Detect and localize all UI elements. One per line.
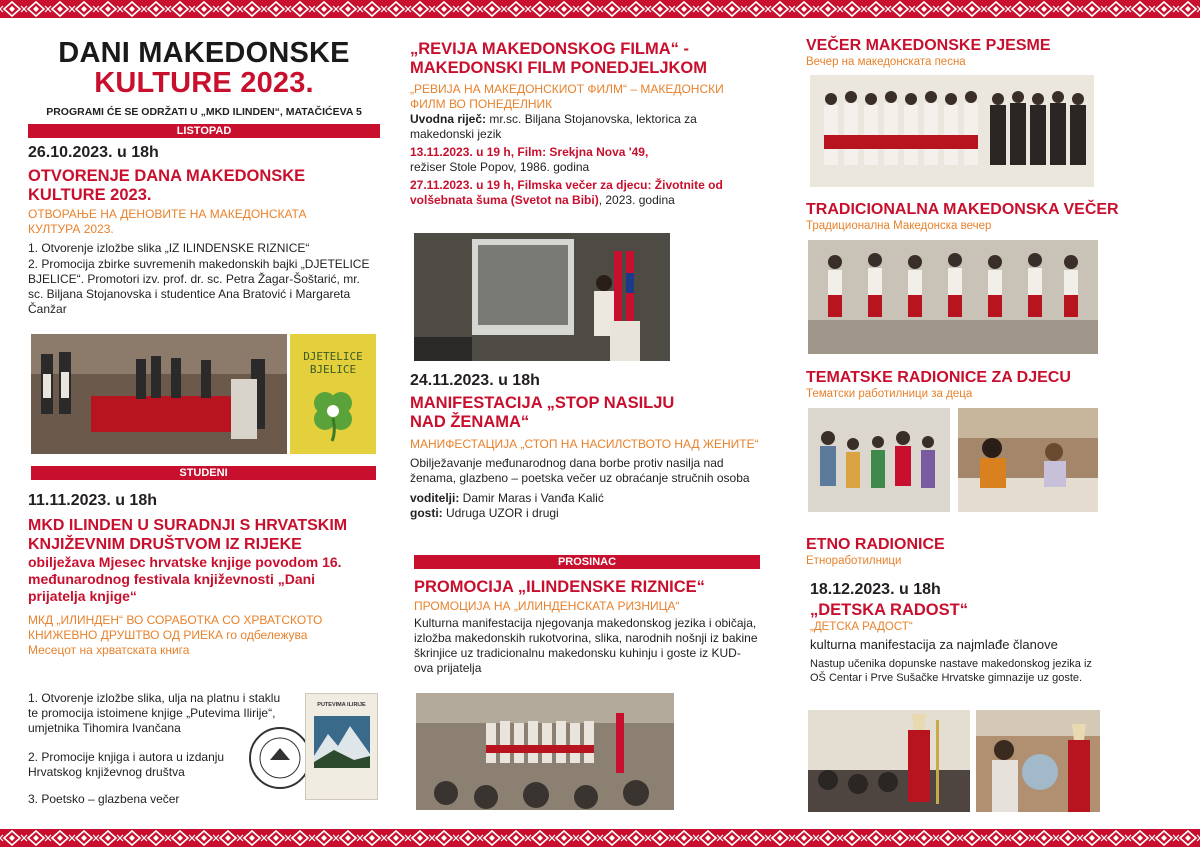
event5-subtitle: ПРОМОЦИЈА НА „ИЛИНДЕНСКАТА РИЗНИЦА“ — [414, 599, 680, 613]
event4-title: MANIFESTACIJA „STOP NASILJU NAD ŽENAMA“ — [410, 394, 675, 431]
children-workshop-photo-1 — [808, 408, 950, 512]
event3-screening1-details: režiser Stole Popov, 1986. godina — [410, 160, 590, 174]
main-title — [28, 38, 380, 98]
event4-guests-label: gosti: — [410, 506, 443, 520]
djetelice-book-title2: BJELICE — [309, 363, 357, 376]
film-screening-photo — [414, 233, 670, 361]
putevima-book-title: PUTEVIMA ILIRIJE — [317, 702, 366, 708]
event2-item2: 2. Promocije knjiga i autora u izdanju Hrvatskog književnog društva — [28, 750, 225, 779]
section-children-workshops-subtitle: Тематски работилници за деца — [806, 388, 973, 400]
event2-subtitle: МКД „ИЛИНДЕН“ ВО СОРАБОТКА СО ХРВАТСКОТО КНИЖЕВНО ДРУШТВО ОД РИЕКА го одбележува Месецот на хрватската книга — [28, 613, 323, 657]
event2-date: 11.11.2023. u 18h — [28, 492, 157, 509]
opening-ceremony-photo — [31, 334, 287, 454]
event1-item1: 1. Otvorenje izložbe slika „IZ ILINDENSKE RIZNICE“ — [28, 241, 310, 255]
section-song-evening-title: VEČER MAKEDONSKE PJESME — [806, 37, 1051, 54]
event3-screening1-title: 13.11.2023. u 19 h, Film: Srekjna Nova '49, — [410, 145, 649, 159]
children-workshop-photo-2 — [958, 408, 1098, 512]
djetelice-book-title1: DJETELICE — [303, 350, 363, 363]
event4-guests — [410, 506, 770, 521]
event4-guests-value: Udruga UZOR i drugi — [442, 506, 559, 520]
event4-hosts-value: Damir Maras i Vanđa Kalić — [459, 491, 604, 505]
main-title-line2: KULTURE 2023. — [94, 67, 314, 99]
section-children-workshops-title: TEMATSKE RADIONICE ZA DJECU — [806, 369, 1071, 386]
event6-date: 18.12.2023. u 18h — [810, 581, 941, 598]
event6-body: Nastup učenika dopunske nastave makedonskog jezika iz OŠ Centar i Prve Sušačke Hrvatske gimnazije uz goste. — [810, 658, 1092, 684]
left-column — [28, 26, 380, 821]
month-bar-october: LISTOPAD — [28, 124, 380, 138]
children-joy-photo-1 — [808, 710, 970, 812]
putevima-ilirije-book-cover — [305, 693, 378, 800]
event1-date: 26.10.2023. u 18h — [28, 144, 159, 161]
event1-subtitle: ОТВОРАЊЕ НА ДЕНОВИТЕ НА МАКЕДОНСКАТА КУЛТУРА 2023. — [28, 207, 307, 236]
event5-title: PROMOCIJA „ILINDENSKE RIZNICE“ — [414, 578, 705, 596]
month-bar-november: STUDENI — [31, 466, 376, 480]
event4-body: Obilježavanje međunarodnog dana borbe protiv nasilja nad ženama, glazbeno – poetska večer uz obraćanje stručnih osoba — [410, 456, 750, 485]
event2-item1: 1. Otvorenje izložbe slika, ulja na platnu i staklu te promocija istoimene knjige „Putevima Ilirije“, umjetnika Tihomira Ivančana — [28, 691, 281, 735]
event4-subtitle: МАНИФЕСТАЦИЈА „СТОП НА НАСИЛСТВОТО НАД ЖЕНИТЕ“ — [410, 437, 759, 451]
event6-subtitle: „ДЕТСКА РАДОСТ“ — [810, 621, 913, 633]
folk-dance-photo — [808, 240, 1098, 354]
mountain-painting-icon — [314, 716, 370, 768]
event3-screening2 — [410, 178, 755, 208]
event3-intro — [410, 112, 750, 142]
bottom-folk-border — [0, 829, 1200, 847]
section-song-evening-subtitle: Вечер на македонската песна — [806, 56, 966, 68]
section-traditional-evening-title: TRADICIONALNA MAKEDONSKA VEČER — [806, 201, 1119, 218]
event4-hosts-label: voditelji: — [410, 491, 460, 505]
event5-body: Kulturna manifestacija njegovanja makedonskog jezika i običaja, izložba makedonskih rukotvorina, slika, narodnih nošnji iz bakine škrinjice uz tradicionalnu makedonsku kuhinju i goste iz KUD-ova prijatelja — [414, 616, 758, 675]
event3-subtitle: „РЕВИЈА НА МАКЕДОНСКИОТ ФИЛМ“ – МАКЕДОНСКИ ФИЛМ ВО ПОНЕДЕЛНИК — [410, 82, 724, 111]
event3-screening2-title: 27.11.2023. u 19 h, Filmska večer za djecu: Životnite od volšebnata šuma (Svetot na Bibi) — [410, 178, 723, 207]
section-ethno-workshops-title: ETNO RADIONICE — [806, 536, 945, 553]
top-folk-border — [0, 0, 1200, 18]
section-ethno-workshops-subtitle: Етноработилници — [806, 555, 902, 567]
choir-photo — [416, 693, 674, 810]
djetelice-book-cover — [290, 334, 376, 454]
children-joy-photo-2 — [976, 710, 1100, 812]
event3-screening2-details: , 2023. godina — [598, 193, 675, 207]
event1-item2: 2. Promocija zbirke suvremenih makedonskih bajki „DJETELICE BJELICE“. Promotori izv. prof. dr. sc. Petra Žagar-Šoštarić, mr. sc. Biljana Stojanovska i studentice Ana Bratović i Margareta Čanžar — [28, 257, 370, 316]
event2-item3: 3. Poetsko – glazbena večer — [28, 792, 180, 806]
song-evening-photo — [810, 75, 1094, 187]
event1-title: OTVORENJE DANA MAKEDONSKE KULTURE 2023. — [28, 167, 306, 204]
section-traditional-evening-subtitle: Традиционална Македонска вечер — [806, 220, 992, 232]
event2-intro: obilježava Mjesec hrvatske knjige povodom 16. međunarodnog festivala književnosti „Dani prijatelja knjige“ — [28, 554, 342, 604]
seal-stamp-icon — [248, 726, 312, 790]
middle-column — [410, 26, 770, 821]
event6-title: „DETSKA RADOST“ — [810, 601, 968, 619]
event4-date: 24.11.2023. u 18h — [410, 372, 540, 389]
clover-icon — [308, 386, 358, 442]
month-bar-december: PROSINAC — [414, 555, 760, 569]
venue-note: PROGRAMI ĆE SE ODRŽATI U „MKD ILINDEN“, MATAČIĆEVA 5 — [46, 106, 362, 118]
event6-tagline: kulturna manifestacija za najmlađe članove — [810, 637, 1058, 652]
right-column — [806, 26, 1176, 821]
event3-intro-label: Uvodna riječ: — [410, 112, 487, 126]
event3-title: „REVIJA MAKEDONSKOG FILMA“ - MAKEDONSKI FILM PONEDJELJKOM — [410, 40, 708, 77]
event3-screening1 — [410, 145, 750, 175]
event4-hosts — [410, 491, 770, 506]
event2-title: MKD ILINDEN U SURADNJI S HRVATSKIM KNJIŽEVNIM DRUŠTVOM IZ RIJEKE — [28, 517, 348, 553]
main-title-line1: DANI MAKEDONSKE — [58, 37, 350, 69]
event3-intro-text: mr.sc. Biljana Stojanovska, lektorica za makedonski jezik — [410, 112, 697, 141]
